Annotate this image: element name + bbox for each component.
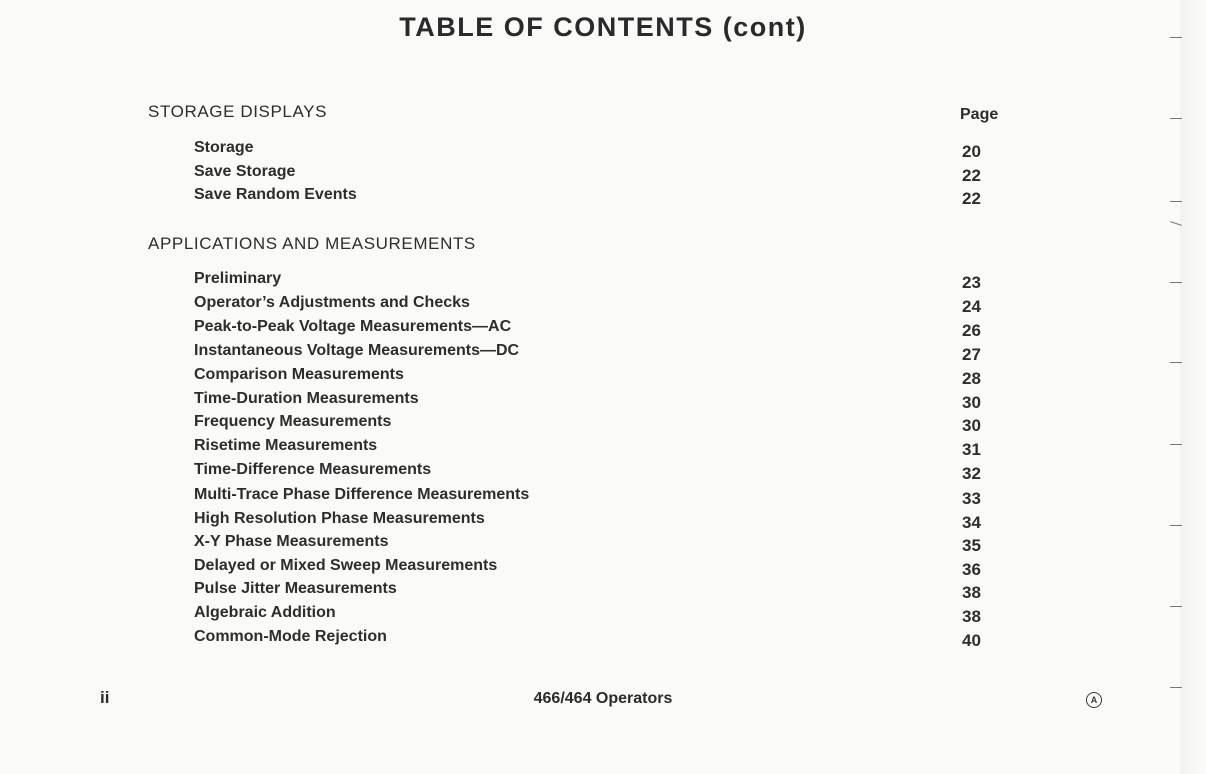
toc-entry-title: Storage <box>194 139 254 156</box>
toc-entry-title: Algebraic Addition <box>194 604 336 621</box>
toc-entry-title: Delayed or Mixed Sweep Measurements <box>194 557 498 574</box>
toc-entry-page: 40 <box>962 631 981 650</box>
toc-entry-page: 34 <box>962 513 981 532</box>
toc-entry-title: Preliminary <box>194 270 282 287</box>
margin-tick <box>1170 525 1182 526</box>
margin-tick <box>1170 201 1182 202</box>
section-heading-applications-and-measurements: APPLICATIONS AND MEASUREMENTS <box>148 234 476 253</box>
margin-tick <box>1170 37 1182 38</box>
margin-tick <box>1170 687 1182 688</box>
toc-entry-page: 33 <box>962 489 981 508</box>
toc-entry-title: Time-Difference Measurements <box>194 461 432 478</box>
page-column-label: Page <box>960 106 999 123</box>
toc-entry <box>194 533 1014 557</box>
toc-entry <box>194 580 1014 604</box>
toc-entry <box>194 510 1014 534</box>
toc-entry <box>194 413 1014 437</box>
toc-entry-title: Save Random Events <box>194 186 357 203</box>
toc-entry-title: Multi-Trace Phase Difference Measurements <box>194 486 530 503</box>
toc-entry-title: Common-Mode Rejection <box>194 628 387 645</box>
toc-entry-title: Pulse Jitter Measurements <box>194 580 397 597</box>
toc-entry-title: Peak-to-Peak Voltage Measurements—AC <box>194 318 512 335</box>
toc-entry <box>194 294 1014 318</box>
page-edge-shadow <box>1180 0 1206 774</box>
toc-entry <box>194 557 1014 581</box>
toc-entry-title: Risetime Measurements <box>194 437 378 454</box>
circled-a-icon: A <box>1086 692 1102 708</box>
toc-entry <box>194 390 1014 414</box>
toc-entry <box>194 318 1014 342</box>
toc-entry-page: 28 <box>962 369 981 388</box>
toc-entry-page: 32 <box>962 464 981 483</box>
toc-entry <box>194 186 1014 210</box>
toc-entry <box>194 628 1014 652</box>
toc-entry-page: 30 <box>962 393 981 412</box>
toc-entry <box>194 437 1014 461</box>
toc-entry <box>194 342 1014 366</box>
toc-entry <box>194 163 1014 187</box>
toc-entry-page: 23 <box>962 273 981 292</box>
margin-tick <box>1170 606 1182 607</box>
toc-entry-page: 20 <box>962 142 981 161</box>
toc-entry-page: 30 <box>962 416 981 435</box>
toc-entry <box>194 366 1014 390</box>
margin-tick <box>1170 282 1182 283</box>
toc-entry-page: 36 <box>962 560 981 579</box>
toc-entry <box>194 461 1014 485</box>
toc-entry-title: Comparison Measurements <box>194 366 404 383</box>
toc-entry <box>194 139 1014 163</box>
footer-page-number: ii <box>100 688 110 707</box>
toc-entry-page: 38 <box>962 607 981 626</box>
toc-entry-title: Frequency Measurements <box>194 413 392 430</box>
footer-manual-name: 466/464 Operators <box>533 690 673 707</box>
toc-entry-title: Instantaneous Voltage Measurements—DC <box>194 342 520 359</box>
toc-entry-page: 35 <box>962 536 981 555</box>
toc-entry-title: Save Storage <box>194 163 296 180</box>
title-area <box>0 0 1206 50</box>
toc-entry-title: High Resolution Phase Measurements <box>194 510 485 527</box>
toc-entry-page: 22 <box>962 166 981 185</box>
section-heading-storage-displays: STORAGE DISPLAYS <box>148 102 328 121</box>
toc-entry-page: 38 <box>962 583 981 602</box>
toc-entry-title: Operator’s Adjustments and Checks <box>194 294 470 311</box>
page-title: TABLE OF CONTENTS (cont) <box>399 12 807 42</box>
toc-entry-title: Time-Duration Measurements <box>194 390 419 407</box>
margin-tick <box>1170 444 1182 445</box>
toc-entry <box>194 270 1014 294</box>
toc-entry-page: 27 <box>962 345 981 364</box>
margin-tick <box>1170 118 1182 119</box>
toc-entry-title: X-Y Phase Measurements <box>194 533 389 550</box>
margin-tick <box>1170 362 1182 363</box>
toc-entry-page: 31 <box>962 440 981 459</box>
toc-entry-page: 26 <box>962 321 981 340</box>
toc-entry-page: 22 <box>962 189 981 208</box>
toc-entry <box>194 486 1014 510</box>
toc-entry <box>194 604 1014 628</box>
toc-entry-page: 24 <box>962 297 981 316</box>
